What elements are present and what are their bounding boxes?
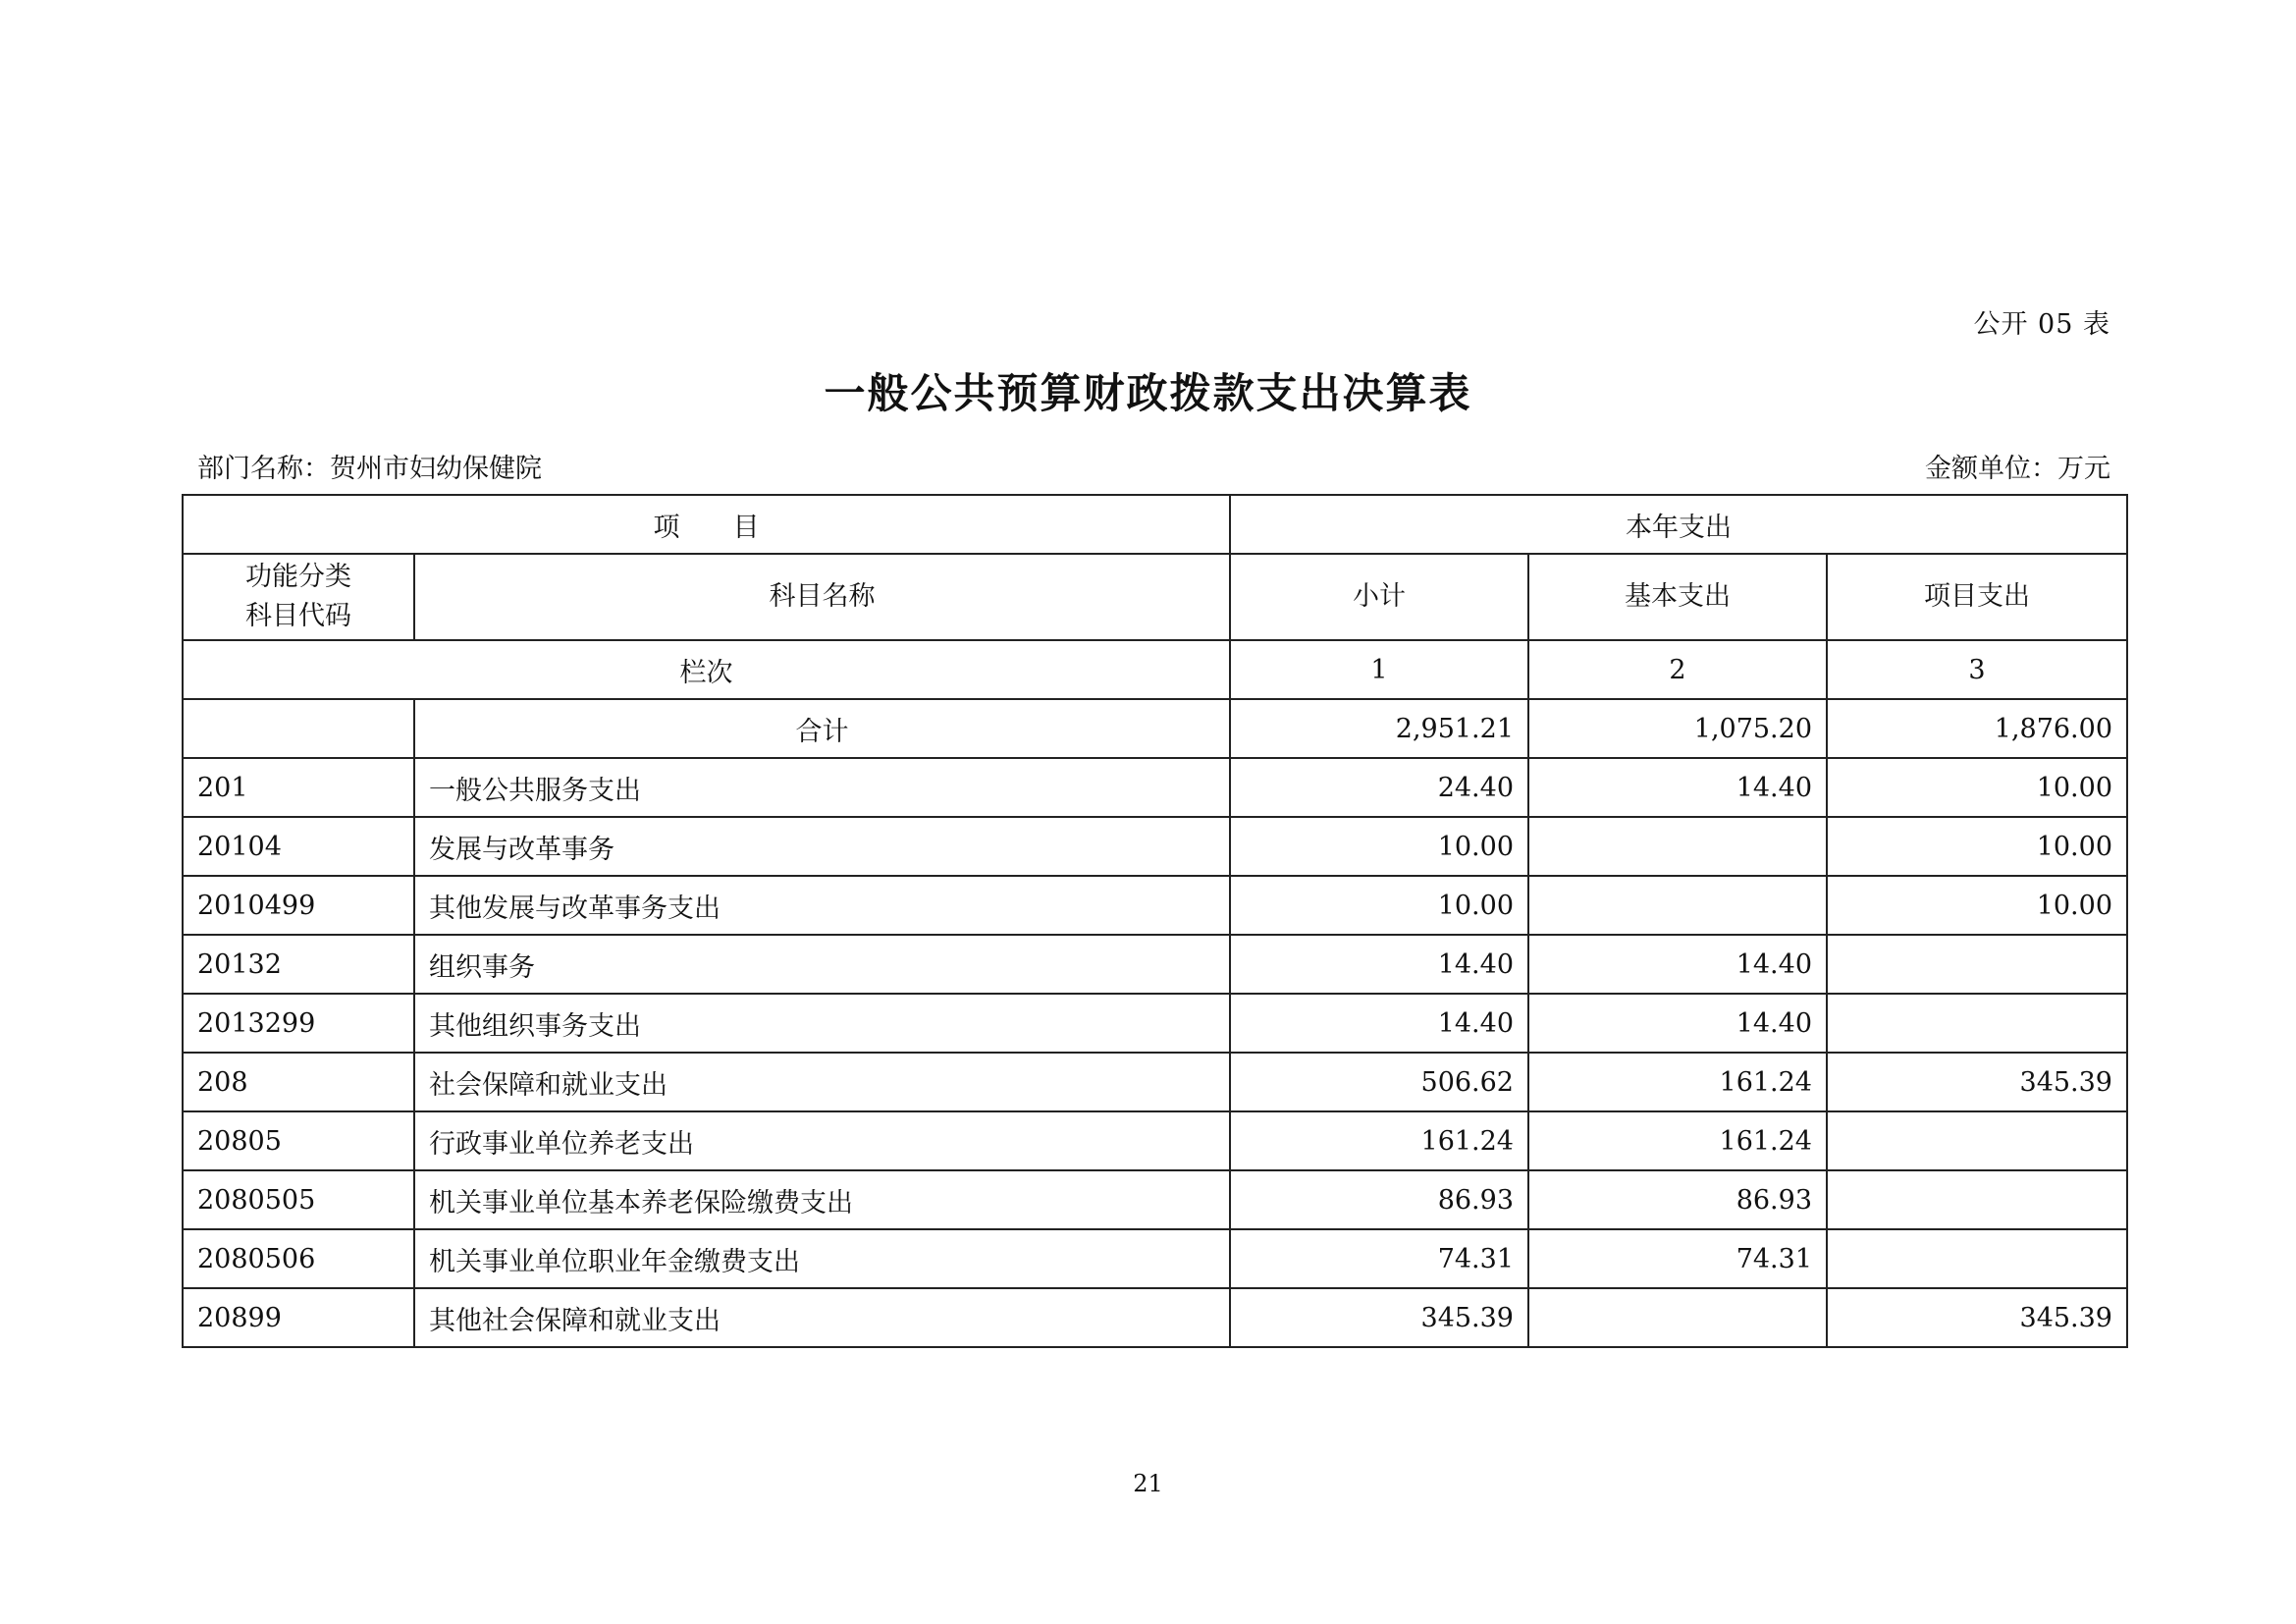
row-subtotal: 506.62	[1230, 1053, 1528, 1111]
index-1: 1	[1230, 640, 1528, 699]
row-name: 机关事业单位职业年金缴费支出	[414, 1229, 1230, 1288]
row-basic: 14.40	[1528, 935, 1827, 994]
row-code: 2080505	[183, 1170, 414, 1229]
row-basic	[1528, 876, 1827, 935]
row-project: 10.00	[1827, 758, 2127, 817]
page-number: 21	[1133, 1470, 1163, 1497]
table-row	[183, 994, 2127, 1053]
total-basic: 1,075.20	[1528, 699, 1827, 758]
col-header-basic: 基本支出	[1528, 554, 1827, 640]
row-code: 20899	[183, 1288, 414, 1347]
table-row	[183, 1170, 2127, 1229]
index-2: 2	[1528, 640, 1827, 699]
table-row	[183, 758, 2127, 817]
index-row	[183, 640, 2127, 699]
row-basic: 14.40	[1528, 758, 1827, 817]
row-project	[1827, 935, 2127, 994]
row-code: 208	[183, 1053, 414, 1111]
row-project	[1827, 994, 2127, 1053]
table-row	[183, 1288, 2127, 1347]
col-header-code-line1: 功能分类	[245, 562, 351, 592]
col-header-code-line2: 科目代码	[245, 601, 351, 631]
page-title: 一般公共预算财政拨款支出决算表	[824, 369, 1472, 417]
row-name: 行政事业单位养老支出	[414, 1111, 1230, 1170]
index-3: 3	[1827, 640, 2127, 699]
col-header-code	[183, 554, 414, 640]
header-this-year: 本年支出	[1230, 495, 2127, 554]
row-project: 345.39	[1827, 1053, 2127, 1111]
row-project	[1827, 1229, 2127, 1288]
table-row	[183, 876, 2127, 935]
department-name: 部门名称：贺州市妇幼保健院	[197, 454, 542, 484]
row-code: 2013299	[183, 994, 414, 1053]
row-basic: 161.24	[1528, 1111, 1827, 1170]
row-project: 10.00	[1827, 876, 2127, 935]
row-name: 其他组织事务支出	[414, 994, 1230, 1053]
row-subtotal: 161.24	[1230, 1111, 1528, 1170]
row-name: 一般公共服务支出	[414, 758, 1230, 817]
row-name: 发展与改革事务	[414, 817, 1230, 876]
total-label: 合计	[414, 699, 1230, 758]
row-project	[1827, 1170, 2127, 1229]
total-row	[183, 699, 2127, 758]
header-item: 项 目	[183, 495, 1230, 554]
table-row	[183, 817, 2127, 876]
row-basic	[1528, 1288, 1827, 1347]
table-row	[183, 1053, 2127, 1111]
row-code: 2080506	[183, 1229, 414, 1288]
row-name: 其他社会保障和就业支出	[414, 1288, 1230, 1347]
row-subtotal: 24.40	[1230, 758, 1528, 817]
row-code: 20104	[183, 817, 414, 876]
table-row	[183, 1229, 2127, 1288]
row-subtotal: 14.40	[1230, 994, 1528, 1053]
row-name: 组织事务	[414, 935, 1230, 994]
row-basic: 74.31	[1528, 1229, 1827, 1288]
form-number: 公开 05 表	[1973, 309, 2110, 340]
row-basic: 14.40	[1528, 994, 1827, 1053]
row-basic: 161.24	[1528, 1053, 1827, 1111]
row-basic: 86.93	[1528, 1170, 1827, 1229]
table-row	[183, 1111, 2127, 1170]
header-row-2	[183, 554, 2127, 640]
row-subtotal: 14.40	[1230, 935, 1528, 994]
row-code: 20805	[183, 1111, 414, 1170]
col-header-subtotal: 小计	[1230, 554, 1528, 640]
total-project: 1,876.00	[1827, 699, 2127, 758]
row-subtotal: 74.31	[1230, 1229, 1528, 1288]
row-code: 2010499	[183, 876, 414, 935]
total-subtotal: 2,951.21	[1230, 699, 1528, 758]
row-subtotal: 345.39	[1230, 1288, 1528, 1347]
row-project: 10.00	[1827, 817, 2127, 876]
header-row-1	[183, 495, 2127, 554]
row-subtotal: 10.00	[1230, 876, 1528, 935]
amount-unit: 金额单位：万元	[1925, 454, 2110, 484]
expenditure-table	[182, 494, 2128, 1348]
row-project: 345.39	[1827, 1288, 2127, 1347]
row-code: 20132	[183, 935, 414, 994]
row-subtotal: 86.93	[1230, 1170, 1528, 1229]
total-code	[183, 699, 414, 758]
row-index-label: 栏次	[183, 640, 1230, 699]
row-project	[1827, 1111, 2127, 1170]
table-row	[183, 935, 2127, 994]
col-header-name: 科目名称	[414, 554, 1230, 640]
row-name: 其他发展与改革事务支出	[414, 876, 1230, 935]
row-code: 201	[183, 758, 414, 817]
row-subtotal: 10.00	[1230, 817, 1528, 876]
col-header-project: 项目支出	[1827, 554, 2127, 640]
row-name: 机关事业单位基本养老保险缴费支出	[414, 1170, 1230, 1229]
row-name: 社会保障和就业支出	[414, 1053, 1230, 1111]
row-basic	[1528, 817, 1827, 876]
